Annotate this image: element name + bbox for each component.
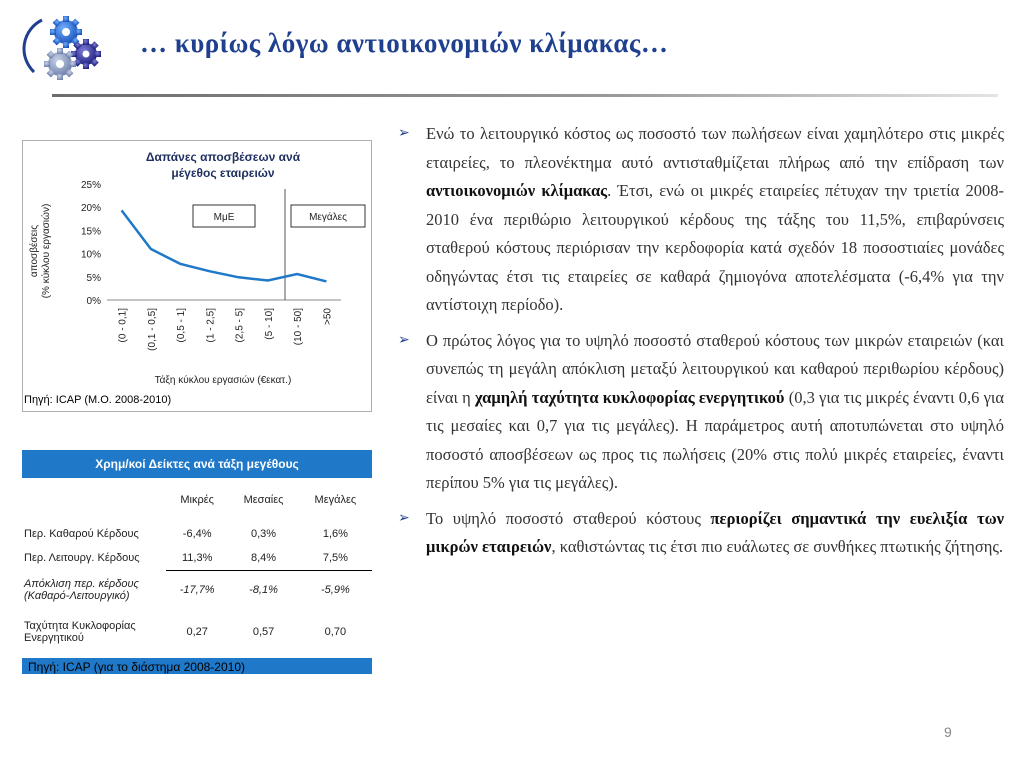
chart-title-line-2: μέγεθος εταιρειών bbox=[171, 166, 275, 180]
row-label-line: Ταχύτητα Κυκλοφορίας bbox=[24, 620, 136, 632]
bullet-item bbox=[398, 327, 1004, 498]
chart-source: Πηγή: ICAP (Μ.Ο. 2008-2010) bbox=[24, 394, 172, 406]
cell: -5,9% bbox=[320, 584, 350, 597]
y-tick-label: 20% bbox=[80, 203, 101, 215]
row-label-line: Απόκλιση περ. κέρδους bbox=[24, 578, 139, 590]
table-header: Χρημ/κοί Δείκτες ανά τάξη μεγέθους bbox=[22, 450, 372, 478]
cell: 0,27 bbox=[186, 626, 208, 638]
bullet-bold-text: περιορίζει σημαντικά την ευελιξία των μικρών εταιρειών bbox=[426, 508, 1004, 556]
bullet-text: (0,3 για τις μικρές έναντι 0,6 για τις μεσαίες και 0,7 για τις μεγάλες). Η παράμετρος αυτή αποτυπώνεται στο υψηλό ποσοστό αποσβέσεων ως προς τις πωλήσεις (20% στις πολύ μικρές εταιρείες, έναντι περίπου 5% για τις μεγάλες). bbox=[426, 387, 1004, 492]
table-source: Πηγή: ICAP (για το διάστημα 2008-2010) bbox=[28, 660, 245, 674]
y-tick-label: 5% bbox=[86, 272, 101, 284]
cell: 7,5% bbox=[299, 546, 372, 570]
bullet-item bbox=[398, 505, 1004, 562]
row-label-line: Ενεργητικού bbox=[24, 632, 84, 644]
chart-title-line-1: Δαπάνες αποσβέσεων ανά bbox=[145, 150, 301, 164]
x-tick-label: (5 - 10] bbox=[263, 308, 275, 340]
y-axis-label-line-2: (% κύκλου εργασιών) bbox=[41, 203, 52, 299]
x-tick-label: (0,5 - 1] bbox=[176, 308, 188, 343]
row-label bbox=[22, 610, 166, 654]
bullet-text: Το υψηλό ποσοστό σταθερού κόστους bbox=[426, 508, 711, 528]
x-tick-label: >50 bbox=[322, 308, 334, 325]
x-tick-label: (1 - 2,5] bbox=[205, 308, 217, 343]
row-label: Περ. Λειτουργ. Κέρδους bbox=[24, 552, 140, 564]
y-tick-label: 25% bbox=[80, 180, 101, 191]
page-title: … κυρίως λόγω αντιοικονομιών κλίμακας… bbox=[140, 28, 669, 58]
chart-canvas bbox=[23, 141, 373, 413]
bullet-text: , καθιστώντας τις έτσι πιο ευάλωτες σε συνθήκες πτωτικής ζήτησης. bbox=[551, 537, 1003, 556]
title-divider bbox=[52, 94, 998, 97]
ratios-table bbox=[22, 450, 372, 674]
bullet-bold-text: χαμηλή ταχύτητα κυκλοφορίας ενεργητικού bbox=[474, 387, 785, 407]
cell: 11,3% bbox=[166, 546, 228, 570]
cell: -6,4% bbox=[182, 528, 212, 540]
x-tick-label: (10 - 50] bbox=[293, 308, 305, 346]
cell: -8,1% bbox=[249, 584, 278, 597]
cell: 8,4% bbox=[228, 546, 298, 570]
sme-annotation: ΜμΕ bbox=[213, 212, 235, 223]
x-axis-label: Τάξη κύκλου εργασιών (€εκατ.) bbox=[154, 375, 292, 386]
bullet-bold-text: αντιοικονομιών κλίμακας bbox=[426, 181, 608, 200]
col-header-small: Μικρές bbox=[180, 494, 214, 506]
y-tick-label: 10% bbox=[80, 249, 101, 261]
x-tick-label: (2,5 - 5] bbox=[234, 308, 246, 343]
table-row bbox=[22, 522, 372, 546]
gears-logo-icon bbox=[22, 10, 112, 88]
cell: 1,6% bbox=[322, 528, 348, 540]
cell: -17,7% bbox=[179, 584, 215, 597]
row-label-line: (Καθαρό-Λειτουργικό) bbox=[24, 590, 130, 602]
bullet-text: Ενώ το λειτουργικό κόστος ως ποσοστό των πωλήσεων είναι χαμηλότερο στις μικρές εταιρείες, το πλεονέκτημα αυτό αντισταθμίζεται πλήρως από την επίδραση των bbox=[426, 124, 1004, 172]
row-label: Περ. Καθαρού Κέρδους bbox=[24, 528, 139, 540]
arrow-bullet-icon: ➢ bbox=[398, 510, 410, 526]
cell: 0,70 bbox=[324, 626, 347, 638]
col-header-medium: Μεσαίες bbox=[243, 494, 284, 506]
bullet-list bbox=[398, 120, 1004, 569]
y-tick-label: 15% bbox=[80, 226, 101, 238]
arrow-bullet-icon: ➢ bbox=[398, 126, 410, 141]
table-row bbox=[22, 610, 372, 654]
row-label bbox=[22, 570, 166, 610]
cell: 0,57 bbox=[252, 626, 275, 638]
y-tick-label: 0% bbox=[86, 296, 101, 307]
cell: 0,3% bbox=[251, 528, 277, 540]
table-row bbox=[22, 546, 372, 570]
y-axis-label-line-1: αποσβέσεις bbox=[29, 224, 40, 278]
bullet-text: Ο πρώτος λόγος για το υψηλό ποσοστό σταθερού κόστους των μικρών εταιρειών (και συνεπώς τη μεγάλη απόκλιση μεταξύ λειτουργικού και καθαρού περιθωρίου κέρδους) είναι η bbox=[426, 330, 1004, 407]
x-tick-label: (0 - 0,1] bbox=[117, 308, 129, 343]
page-number: 9 bbox=[944, 724, 952, 740]
x-tick-label: (0,1 - 0,5] bbox=[146, 308, 158, 351]
col-header-large: Μεγάλες bbox=[314, 494, 357, 506]
table-row bbox=[22, 570, 372, 610]
large-annotation: Μεγάλες bbox=[309, 212, 347, 223]
bullet-item bbox=[398, 120, 1004, 320]
arrow-bullet-icon: ➢ bbox=[398, 332, 410, 348]
bullet-text: . Έτσι, ενώ οι μικρές εταιρείες πέτυχαν την τριετία 2008-2010 ένα περιθώριο λειτουργικού κέρδους της τάξης του 11,5%, επιβαρύνσεις σταθερού κόστους περιόρισαν την κερδοφορία κατά σχεδόν 18 ποσοστιαίες μονάδες οδηγώντας έτσι τις εταιρείες σε καθαρά ζημιογόνα αποτελέσματα (-6,4% για την αντίστοιχη περίοδο). bbox=[426, 181, 1004, 314]
depreciation-chart bbox=[22, 140, 372, 412]
